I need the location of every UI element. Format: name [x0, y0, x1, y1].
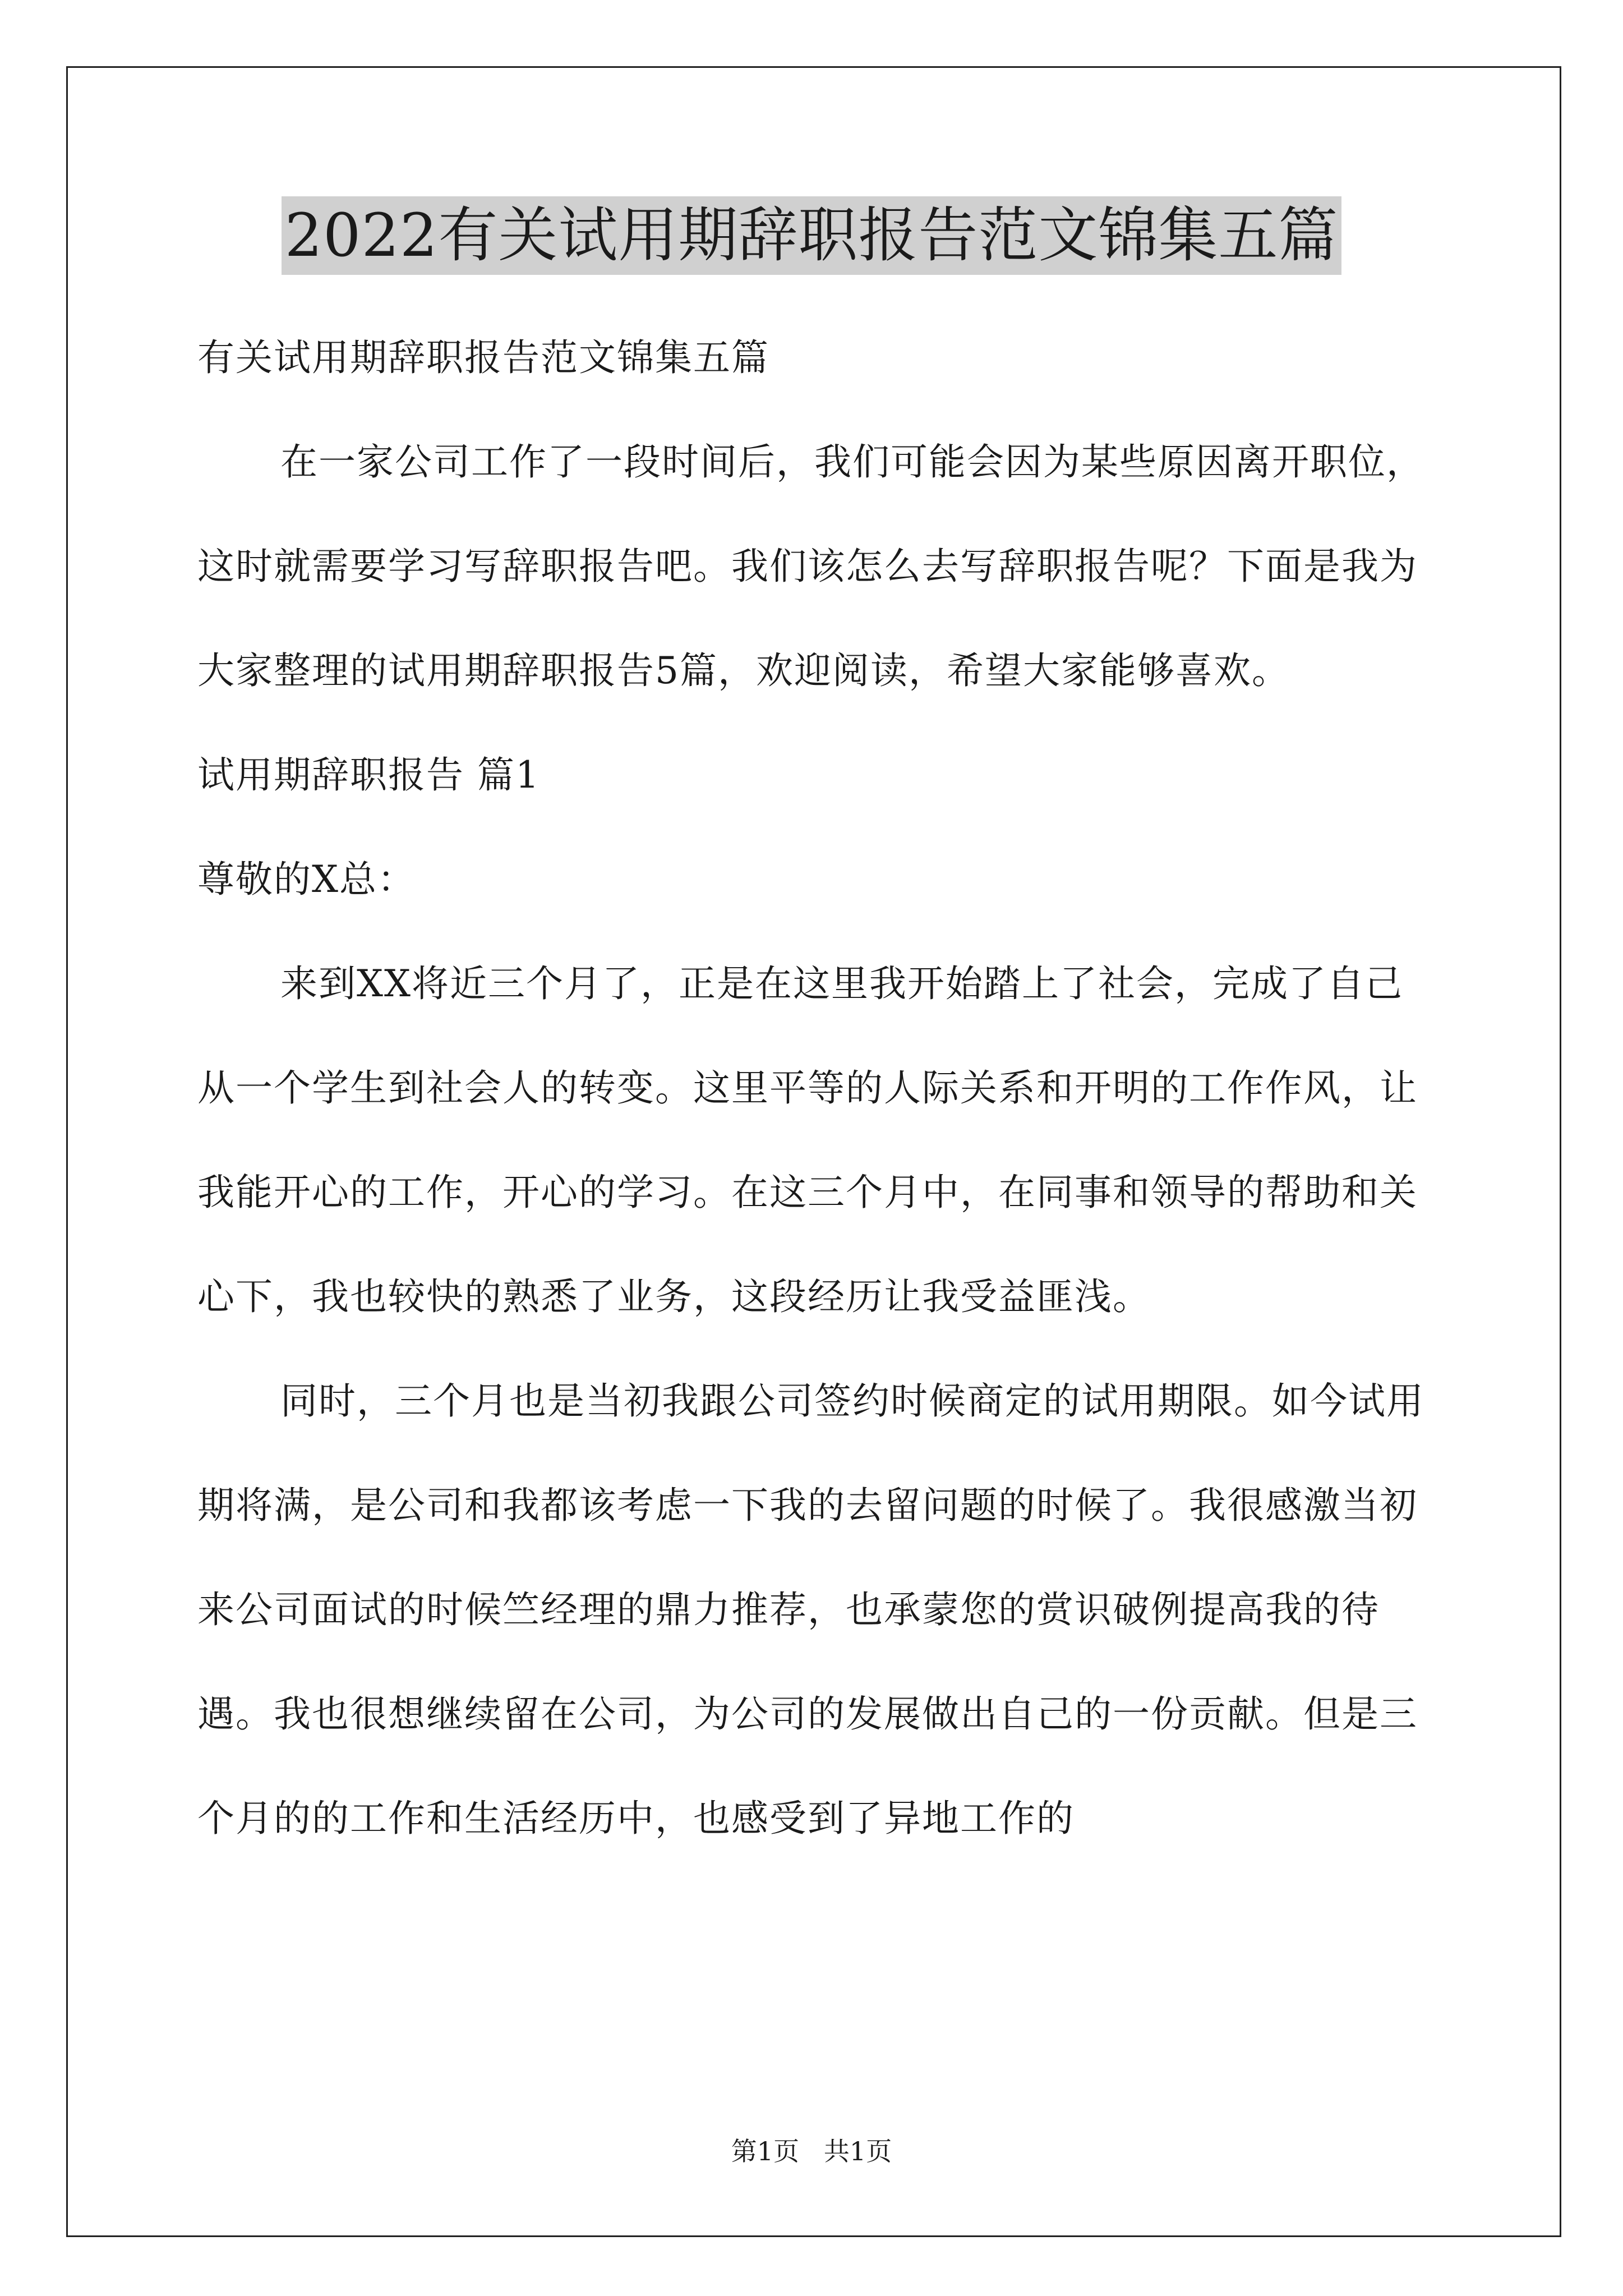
- section-heading: 试用期辞职报告 篇1: [197, 753, 540, 797]
- document-subtitle: 有关试用期辞职报告范文锦集五篇: [197, 336, 769, 379]
- salutation: 尊敬的X总：: [197, 858, 416, 901]
- paragraph-intro: 在一家公司工作了一段时间后，我们可能会因为某些原因离开职位，这时就需要学习写辞职报告吧。我们该怎么去写辞职报告呢？下面是我为大家整理的试用期辞职报告5篇，欢迎阅读，希望大家能够喜欢。: [197, 440, 1424, 692]
- document-title: 2022有关试用期辞职报告范文锦集五篇: [282, 196, 1342, 275]
- document-body: [197, 306, 1431, 1871]
- page-footer: 第1页 共1页: [731, 2136, 892, 2166]
- title-container: [0, 196, 1623, 275]
- paragraph-body-1: 来到XX将近三个月了，正是在这里我开始踏上了社会，完成了自己从一个学生到社会人的转变。这里平等的人际关系和开明的工作作风，让我能开心的工作，开心的学习。在这三个月中，在同事和领导的帮助和关心下，我也较快的熟悉了业务，这段经历让我受益匪浅。: [197, 962, 1418, 1318]
- paragraph-body-2: 同时，三个月也是当初我跟公司签约时候商定的试用期限。如今试用期将满，是公司和我都该考虑一下我的去留问题的时候了。我很感激当初来公司面试的时候竺经理的鼎力推荐，也承蒙您的赏识破例提高我的待遇。我也很想继续留在公司，为公司的发展做出自己的一份贡献。但是三个月的的工作和生活经历中，也感受到了异地工作的: [197, 1379, 1424, 1840]
